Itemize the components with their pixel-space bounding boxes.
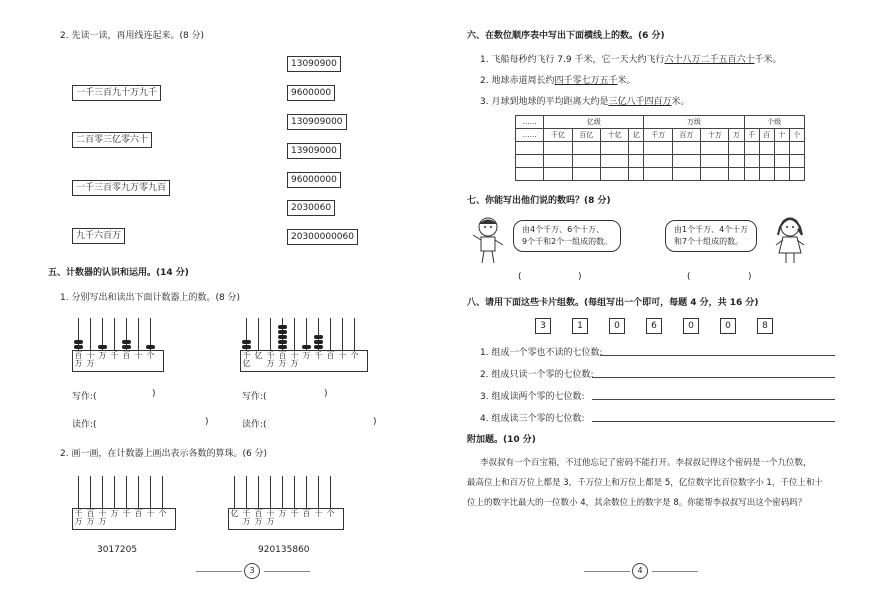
sec6-title: 六、在数位顺序表中写出下面横线上的数。(6 分): [467, 31, 665, 41]
speech-bubble-1: [513, 220, 621, 252]
number-card: 0: [683, 318, 699, 334]
table-cell[interactable]: [774, 155, 789, 168]
sec6-item-3: 3. 月球到地球的平均距离大约是三亿八千四百万米。: [480, 97, 690, 107]
table-row: [516, 116, 805, 129]
sec8-item-2: 2. 组成只读一个零的七位数:: [480, 370, 594, 380]
table-cell[interactable]: [759, 155, 774, 168]
abacus-label: 百万: [74, 351, 83, 368]
place-header: 万: [729, 129, 744, 142]
table-row: [516, 129, 805, 142]
table-cell[interactable]: [629, 142, 644, 155]
match-right-1[interactable]: 13090900: [287, 56, 341, 72]
table-row[interactable]: [516, 142, 805, 155]
table-cell[interactable]: [789, 168, 804, 181]
number-card: 0: [609, 318, 625, 334]
group-ge: 个级: [744, 116, 804, 129]
page-deco-left-b: [264, 571, 310, 572]
group-yi: 亿级: [544, 116, 644, 129]
place-header: 个: [789, 129, 804, 142]
abacus-bead: [98, 345, 107, 349]
abacus-label: 万: [302, 351, 311, 360]
abacus-rod[interactable]: [258, 476, 259, 508]
abacus-label: 十: [146, 509, 155, 518]
table-cell[interactable]: [516, 168, 544, 181]
place-header: 千万: [644, 129, 672, 142]
abacus-rod[interactable]: [330, 318, 331, 350]
abacus-rod[interactable]: [114, 318, 115, 350]
abacus-label: 个: [350, 351, 359, 360]
sec5-title: 五、计数器的认识和运用。(14 分): [48, 268, 189, 278]
table-cell[interactable]: [516, 155, 544, 168]
abacus-bead: [314, 340, 323, 344]
table-cell[interactable]: [729, 142, 744, 155]
abacus-label: 百: [302, 509, 311, 518]
table-cell[interactable]: [644, 155, 672, 168]
abacus-label: 亿: [254, 351, 263, 360]
abacus-label: 万: [110, 509, 119, 518]
table-cell[interactable]: [759, 168, 774, 181]
answer-line-2[interactable]: [592, 377, 835, 378]
number-card: 1: [572, 318, 588, 334]
abacus-label: 亿: [230, 509, 239, 518]
abacus-rod[interactable]: [270, 318, 271, 350]
table-cell[interactable]: [672, 155, 700, 168]
table-cell[interactable]: [789, 142, 804, 155]
table-cell[interactable]: [774, 168, 789, 181]
abacus-label: 千: [314, 351, 323, 360]
write-close-1: ): [152, 389, 156, 399]
abacus-bead: [74, 340, 83, 344]
answer-paren-open-2[interactable]: (: [687, 272, 691, 282]
read-close-1: ): [205, 417, 209, 427]
match-right-7[interactable]: 20300000060: [287, 229, 358, 245]
abacus-rod[interactable]: [318, 476, 319, 508]
table-dots: ……: [516, 129, 544, 142]
table-cell[interactable]: [672, 168, 700, 181]
table-cell[interactable]: [744, 168, 759, 181]
abacus-label: 千: [290, 509, 299, 518]
abacus-rod[interactable]: [150, 476, 151, 508]
page-deco-right-a: [584, 571, 630, 572]
table-cell[interactable]: [572, 155, 600, 168]
abacus-label: 百万: [86, 509, 95, 526]
place-header: 亿: [629, 129, 644, 142]
abacus-bead: [122, 345, 131, 349]
abacus-bead: [74, 345, 83, 349]
abacus-label: 百: [134, 509, 143, 518]
match-right-5[interactable]: 96000000: [287, 172, 341, 188]
abacus-label: 十万: [86, 351, 95, 368]
abacus-rod[interactable]: [114, 476, 115, 508]
abacus-label: 千万: [242, 509, 251, 526]
sec8-item-3: 3. 组成读两个零的七位数:: [480, 392, 585, 402]
bubble2-line-2: 和7个十组成的数。: [674, 237, 744, 246]
extra-line-1: 李叔叔有一个百宝箱，不过他忘记了密码不能打开。李叔叔记得这个密码是一个九位数，: [480, 458, 812, 468]
table-cell[interactable]: [729, 155, 744, 168]
abacus-label: 万: [278, 509, 287, 518]
abacus-label: 十: [338, 351, 347, 360]
abacus-rod[interactable]: [90, 476, 91, 508]
table-row[interactable]: [516, 155, 805, 168]
abacus-label: 十万: [98, 509, 107, 526]
place-header: 百: [759, 129, 774, 142]
table-cell[interactable]: [701, 155, 729, 168]
table-cell[interactable]: [572, 168, 600, 181]
abacus3-number: 3017205: [97, 545, 138, 555]
answer-line-3[interactable]: [592, 399, 835, 400]
answer-paren-close-1[interactable]: ): [578, 272, 582, 282]
table-cell[interactable]: [629, 155, 644, 168]
sec5-q1-title: 1. 分别写出和读出下面计数器上的数。(8 分): [60, 293, 241, 303]
page-deco-right-b: [652, 571, 698, 572]
extra-line-3: 位上的数字比最大的一位数小 4，其余数位上的数字是 8。你能帮李叔叔写出这个密码吗？: [467, 498, 807, 508]
abacus-label: 个: [326, 509, 335, 518]
abacus-label: 万: [98, 351, 107, 360]
match-right-4[interactable]: 13909000: [287, 143, 341, 159]
table-cell[interactable]: [729, 168, 744, 181]
page-number-right: 4: [632, 563, 648, 579]
match-left-4[interactable]: 九千六百万: [72, 228, 125, 244]
place-header: 百亿: [572, 129, 600, 142]
abacus-label: 百: [326, 351, 335, 360]
abacus-rod[interactable]: [270, 476, 271, 508]
table-cell[interactable]: [516, 142, 544, 155]
write-label-2: 写作:(: [242, 392, 267, 402]
abacus-bead: [278, 345, 287, 349]
abacus-rod[interactable]: [258, 318, 259, 350]
sec8-title: 八、请用下面这些卡片组数。(每组写出一个即可，每题 4 分，共 16 分): [467, 298, 759, 308]
sec8-item-4: 4. 组成读三个零的七位数:: [480, 414, 585, 424]
abacus-rod[interactable]: [246, 476, 247, 508]
extra-line-2: 最高位上和百万位上都是 3，千万位上和万位上都是 5，亿位数字比百位数字小 1，千位上和十: [467, 478, 823, 488]
number-card: 0: [720, 318, 736, 334]
abacus-label: 百万: [278, 351, 287, 368]
table-cell[interactable]: [744, 155, 759, 168]
table-cell[interactable]: [600, 168, 628, 181]
match-left-2[interactable]: 二百零三亿零六十: [72, 132, 152, 148]
table-cell[interactable]: [774, 142, 789, 155]
match-left-1[interactable]: 一千三百九十万九千: [72, 85, 161, 101]
table-cell[interactable]: [644, 168, 672, 181]
table-cell[interactable]: [672, 142, 700, 155]
table-cell[interactable]: [701, 142, 729, 155]
read-label-1: 读作:(: [72, 420, 97, 430]
write-label-1: 写作:(: [72, 392, 97, 402]
girl-figure-icon: [772, 215, 808, 265]
page-deco-left-a: [196, 571, 242, 572]
abacus-rod[interactable]: [78, 476, 79, 508]
sec7-title: 七、你能写出他们说的数吗？(8 分): [467, 196, 611, 206]
abacus-label: 千万: [266, 351, 275, 368]
abacus-rod[interactable]: [306, 476, 307, 508]
place-header: 十: [774, 129, 789, 142]
abacus-bead: [242, 345, 251, 349]
page-number-left: 3: [244, 563, 260, 579]
abacus-label: 十: [134, 351, 143, 360]
abacus-rod[interactable]: [354, 318, 355, 350]
write-close-2: ): [324, 389, 328, 399]
bubble1-line-1: 由4个千万、6个十万、: [522, 225, 605, 234]
table-cell[interactable]: [544, 155, 572, 168]
table-cell[interactable]: [600, 142, 628, 155]
abacus-label: 十万: [266, 509, 275, 526]
table-dots: ……: [516, 116, 544, 129]
answer-line-4[interactable]: [592, 421, 835, 422]
table-cell[interactable]: [759, 142, 774, 155]
speech-bubble-2: [665, 220, 757, 252]
extra-title: 附加题。(10 分): [467, 435, 536, 445]
table-cell[interactable]: [629, 168, 644, 181]
abacus-rod[interactable]: [294, 318, 295, 350]
table-cell[interactable]: [544, 142, 572, 155]
abacus-rod[interactable]: [294, 476, 295, 508]
abacus-bead: [314, 335, 323, 339]
place-header: 千: [744, 129, 759, 142]
abacus-rod[interactable]: [162, 476, 163, 508]
q2-title: 2. 先读一读，再用线连起来。(8 分): [60, 31, 205, 41]
abacus-rod[interactable]: [234, 476, 235, 508]
table-cell[interactable]: [701, 168, 729, 181]
abacus-rod[interactable]: [282, 476, 283, 508]
abacus-label: 千: [110, 351, 119, 360]
match-left-3[interactable]: 一千三百零九万零九百: [72, 180, 170, 196]
abacus-rod[interactable]: [90, 318, 91, 350]
read-label-2: 读作:(: [242, 420, 267, 430]
sec6-item-1: 1. 飞船每秒约飞行 7.9 千米，它一天大约飞行六十八万二千五百六十千米。: [480, 55, 782, 65]
abacus-bead: [278, 335, 287, 339]
abacus-bead: [278, 330, 287, 334]
answer-line-1[interactable]: [600, 355, 835, 356]
abacus-rod[interactable]: [138, 476, 139, 508]
number-card: 6: [646, 318, 662, 334]
match-right-3[interactable]: 130909000: [287, 114, 347, 130]
abacus-rod[interactable]: [330, 476, 331, 508]
match-right-6[interactable]: 2030060: [287, 200, 335, 216]
place-value-table[interactable]: [515, 115, 805, 181]
table-cell[interactable]: [544, 168, 572, 181]
sec8-item-1: 1. 组成一个零也不读的七位数:: [480, 348, 603, 358]
abacus-bead: [314, 345, 323, 349]
bubble2-line-1: 由1个千万、4个十万: [674, 225, 749, 234]
place-header: 十万: [701, 129, 729, 142]
abacus-bead: [122, 340, 131, 344]
place-header: 百万: [672, 129, 700, 142]
table-row[interactable]: [516, 168, 805, 181]
abacus-rod[interactable]: [138, 318, 139, 350]
abacus-rod[interactable]: [342, 318, 343, 350]
abacus-bead: [146, 345, 155, 349]
table-cell[interactable]: [744, 142, 759, 155]
abacus-bead: [278, 325, 287, 329]
read-close-2: ): [373, 417, 377, 427]
place-header: 千亿: [544, 129, 572, 142]
table-cell[interactable]: [572, 142, 600, 155]
abacus-bead: [278, 340, 287, 344]
abacus4-number: 920135860: [258, 545, 310, 555]
abacus-label: 十: [314, 509, 323, 518]
bubble1-line-2: 9个千和2个一组成的数。: [522, 237, 613, 246]
answer-paren-open-1[interactable]: (: [518, 272, 522, 282]
abacus-rod[interactable]: [102, 476, 103, 508]
abacus-bead: [242, 340, 251, 344]
boy-figure-icon: [470, 215, 506, 265]
abacus-rod[interactable]: [126, 476, 127, 508]
answer-paren-close-2[interactable]: ): [748, 272, 752, 282]
abacus-bead: [302, 345, 311, 349]
table-cell[interactable]: [644, 142, 672, 155]
abacus-label: 个: [158, 509, 167, 518]
table-cell[interactable]: [789, 155, 804, 168]
abacus-label: 千亿: [242, 351, 251, 368]
sec6-item-2: 2. 地球赤道周长约四千零七万五千米。: [480, 76, 636, 86]
group-wan: 万级: [644, 116, 744, 129]
place-header: 十亿: [600, 129, 628, 142]
abacus-label: 百万: [254, 509, 263, 526]
abacus-label: 千万: [74, 509, 83, 526]
sec5-q2-title: 2. 画一画，在计数器上画出表示各数的算珠。(6 分): [60, 449, 268, 459]
abacus-label: 十万: [290, 351, 299, 368]
number-card: 8: [757, 318, 773, 334]
table-cell[interactable]: [600, 155, 628, 168]
number-card: 3: [535, 318, 551, 334]
abacus-label: 个: [146, 351, 155, 360]
match-right-2[interactable]: 9600000: [287, 85, 335, 101]
abacus-label: 百: [122, 351, 131, 360]
abacus-label: 千: [122, 509, 131, 518]
